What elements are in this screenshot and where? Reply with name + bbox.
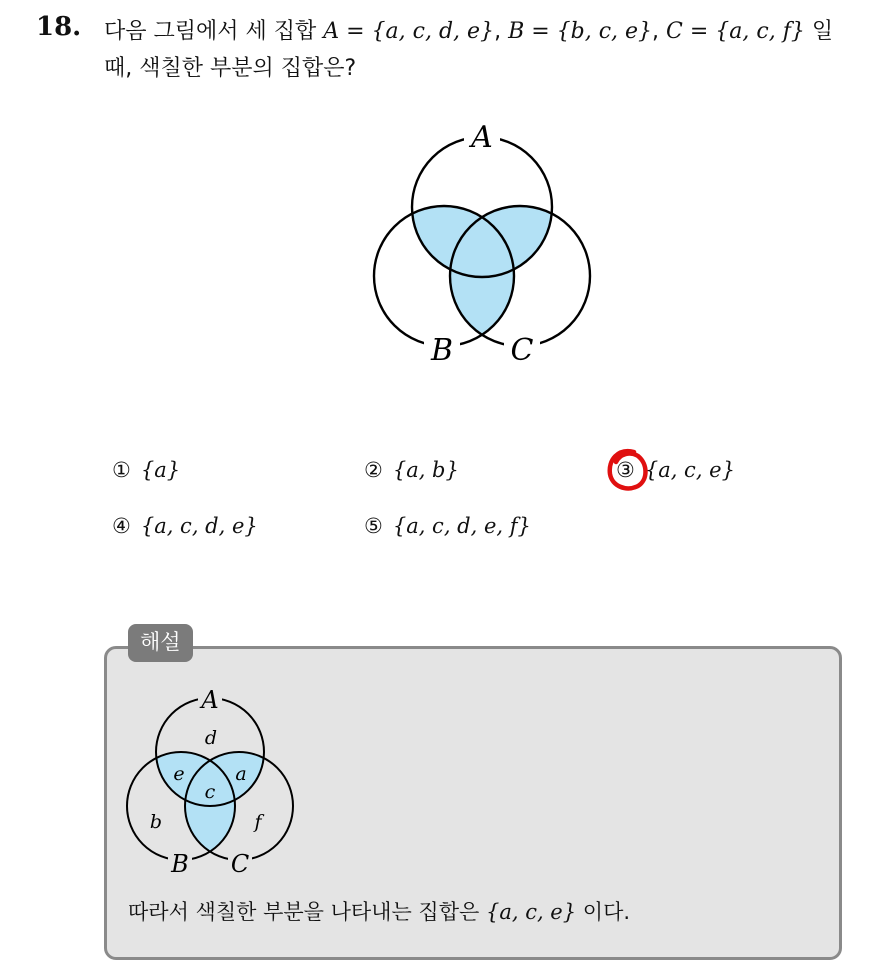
choice-5-number: ⑤ — [364, 514, 383, 538]
choice-4-value: {a, c, d, e} — [140, 514, 258, 538]
region-f-label: f — [254, 811, 262, 833]
choice-1-number: ① — [112, 458, 131, 482]
solution-label-a: A — [201, 686, 219, 714]
question-text-part-3: 때, 색칠한 부분의 집합은? — [104, 56, 357, 81]
region-a-label: a — [235, 763, 247, 785]
solution-label-b: B — [171, 850, 189, 878]
question-text-part-2: 일 — [811, 19, 834, 44]
solution-label-c: C — [230, 850, 250, 878]
set-c-label: C — [510, 333, 534, 368]
solution-answer: {a, c, e} — [485, 900, 577, 924]
choice-1-value: {a} — [140, 458, 181, 482]
region-b-label: b — [149, 811, 163, 833]
region-d-label: d — [204, 727, 218, 749]
choice-3-value: {a, c, e} — [644, 458, 735, 482]
choice-2-value: {a, b} — [392, 458, 459, 482]
region-e-label: e — [173, 763, 185, 785]
question-text-part-1: 다음 그림에서 세 집합 — [104, 19, 317, 44]
set-b-label: B — [430, 333, 454, 368]
set-a-definition: A = {a, c, d, e} — [323, 19, 495, 44]
set-b-definition: B = {b, c, e} — [508, 19, 653, 44]
choice-2-number: ② — [364, 458, 383, 482]
question-text: 다음 그림에서 세 집합 A = {a, c, d, e}, B = {b, c, e}, C = {a, c, f} 일 때, 색칠한 부분의 집합은? — [104, 19, 834, 81]
choice-4[interactable] — [112, 514, 258, 538]
answer-mark-circle — [604, 446, 652, 494]
question-number: 18. — [36, 12, 82, 42]
set-a-label: A — [471, 120, 493, 155]
solution-venn-diagram — [122, 686, 302, 880]
choice-1[interactable] — [112, 458, 180, 482]
choice-4-number: ④ — [112, 514, 131, 538]
choice-2[interactable] — [364, 458, 459, 482]
choice-3-number: ③ — [616, 458, 635, 482]
set-c-definition: C = {a, c, f} — [666, 19, 805, 44]
solution-text — [128, 896, 630, 926]
choice-5-value: {a, c, d, e, f} — [392, 514, 531, 538]
region-c-label: c — [204, 781, 216, 803]
venn-diagram — [360, 110, 600, 370]
solution-tag: 해설 — [128, 624, 193, 662]
solution-text-before: 따라서 색칠한 부분을 나타내는 집합은 — [128, 900, 480, 924]
choice-5[interactable] — [364, 514, 531, 538]
solution-text-after: 이다. — [582, 900, 631, 924]
